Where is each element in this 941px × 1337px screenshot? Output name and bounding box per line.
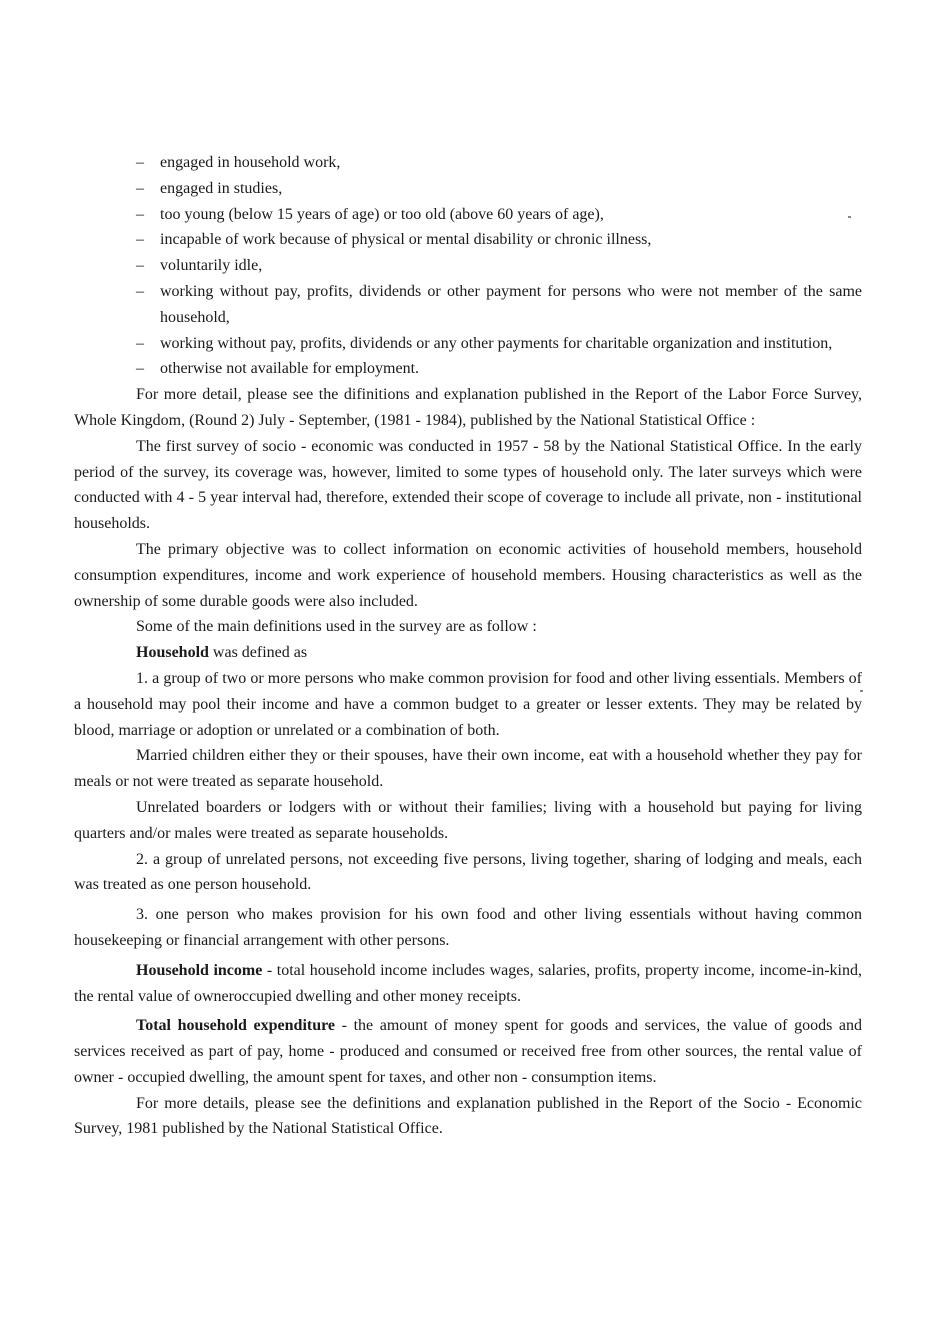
survey-objective-paragraph: The primary objective was to collect information on economic activities of household members, household consumption expenditures, income and work experience of household members. Housing characteristics as well as the ownership of some durable goods were also included.: [74, 540, 862, 610]
household-definition-2: 2. a group of unrelated persons, not exceeding five persons, living together, sharing of lodging and meals, each was treated as one person household.: [74, 850, 862, 894]
list-item: – working without pay, profits, dividends or any other payments for charitable organization and institution,: [136, 331, 862, 357]
household-definition-3: 3. one person who makes provision for his own food and other living essentials without having common housekeeping or financial arrangement with other persons.: [74, 906, 862, 949]
dash-marker: –: [136, 179, 144, 197]
household-income-text: - total household income includes wages, salaries, profits, property income, income-in-kind, the rental value of owneroccupied dwelling and other money receipts.: [74, 961, 862, 1005]
list-item: – otherwise not available for employment.: [136, 356, 862, 382]
dash-marker: –: [136, 282, 144, 300]
household-term: Household: [136, 644, 209, 662]
married-children-paragraph: Married children either they or their spouses, have their own income, eat with a household whether they pay for meals or not were treated as separate household.: [74, 747, 862, 791]
dash-marker: –: [136, 205, 144, 223]
survey-history-paragraph: The first survey of socio - economic was conducted in 1957 - 58 by the National Statistical Office. In the early period of the survey, its coverage was, however, limited to some types of household only. The later surveys which were conducted with 4 - 5 year interval had, therefore, extended their scope of coverage to include all private, non - institutional households.: [74, 437, 862, 533]
list-item: – engaged in household work,: [136, 150, 862, 176]
labor-force-reference-paragraph: For more detail, please see the difinitions and explanation published in the Report of the Labor Force Survey, Whole Kingdom, (Round 2) July - September, (1981 - 1984), published by the National Statistical Office :: [74, 386, 862, 429]
household-income-term: Household income: [136, 961, 263, 979]
definitions-intro-paragraph: Some of the main definitions used in the survey are as follow :: [136, 618, 537, 636]
dash-marker: –: [136, 360, 144, 378]
unrelated-boarders-paragraph: Unrelated boarders or lodgers with or without their families; living with a household but paying for living quarters and/or males were treated as separate households.: [74, 798, 862, 842]
dash-marker: –: [136, 154, 144, 171]
dash-marker: –: [136, 257, 144, 275]
household-expenditure-definition: [74, 1013, 862, 1090]
document-page: [74, 150, 862, 1142]
household-definition-heading: [74, 640, 862, 666]
household-expenditure-text: - the amount of money spent for goods and services, the value of goods and services received as part of pay, home - produced and consumed or received free from other sources, the rental value of owner - occupied dwelling, the amount spent for taxes, and other non - consumption items.: [74, 1017, 863, 1086]
dash-marker: –: [136, 334, 144, 352]
scan-speck: [860, 690, 863, 692]
household-expenditure-term: Total household expenditure: [136, 1017, 336, 1035]
not-in-labor-force-list: [136, 150, 862, 382]
socio-economic-reference-paragraph: For more details, please see the definitions and explanation published in the Report of the Socio - Economic Survey, 1981 published by the National Statistical Office.: [74, 1094, 862, 1138]
list-item: – engaged in studies,: [136, 176, 862, 202]
dash-marker: –: [136, 231, 144, 249]
list-item: – incapable of work because of physical or mental disability or chronic illness,: [136, 227, 862, 253]
list-item: – too young (below 15 years of age) or too old (above 60 years of age),: [136, 202, 862, 228]
household-definition-1: 1. a group of two or more persons who make common provision for food and other living essentials. Members of a household may pool their income and have a common budget to a greater or lesser extents. They may be related by blood, marriage or adoption or unrelated or a combination of both.: [74, 669, 862, 739]
list-item: – voluntarily idle,: [136, 253, 862, 279]
scan-speck: [848, 216, 851, 218]
household-income-definition: [74, 958, 862, 1010]
household-heading-text: was defined as: [208, 644, 308, 662]
list-item: – working without pay, profits, dividends or other payment for persons who were not member of the same household,: [136, 279, 862, 331]
